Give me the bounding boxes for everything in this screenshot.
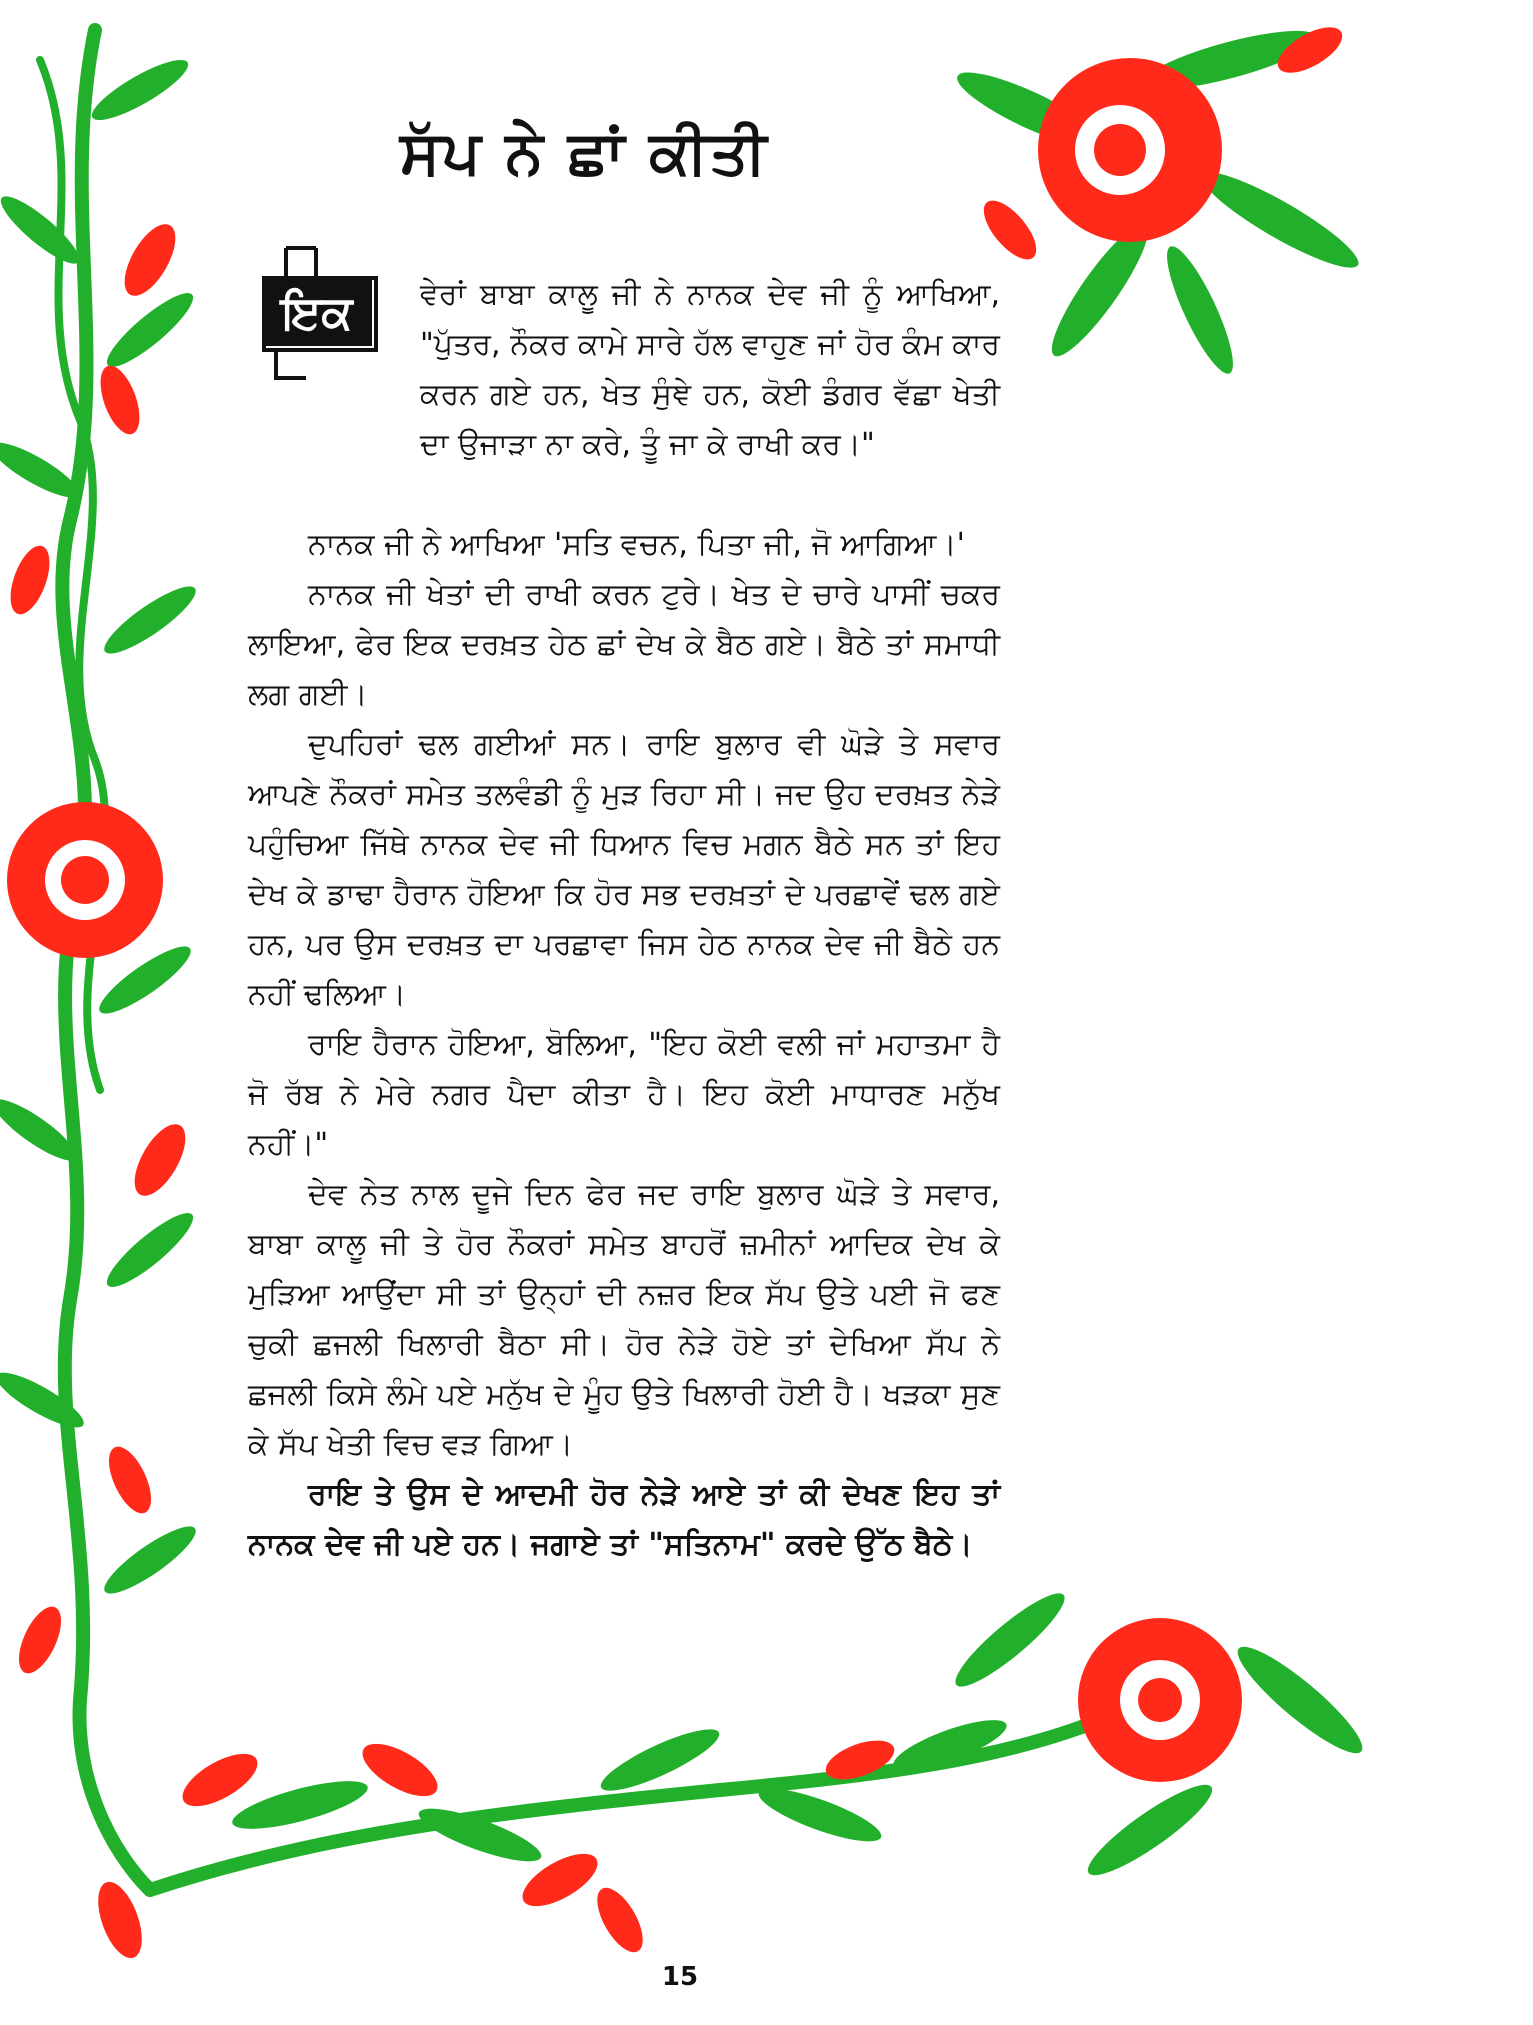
body-text	[248, 520, 1000, 1570]
intro-paragraph: ਵੇਰਾਂ ਬਾਬਾ ਕਾਲੂ ਜੀ ਨੇ ਨਾਨਕ ਦੇਵ ਜੀ ਨੂੰ ਆਖਿਆ, "ਪੁੱਤਰ, ਨੌਕਰ ਕਾਮੇ ਸਾਰੇ ਹੱਲ ਵਾਹੁਣ ਜਾਂ ਹੋਰ ਕੰਮ ਕਾਰ ਕਰਨ ਗਏ ਹਨ, ਖੇਤ ਸੁੰਞੇ ਹਨ, ਕੋਈ ਡੰਗਰ ਵੱਛਾ ਖੇਤੀ ਦਾ ਉਜਾੜਾ ਨਾ ਕਰੇ, ਤੂੰ ਜਾ ਕੇ ਰਾਖੀ ਕਰ।"	[420, 277, 1000, 462]
dropcap-letter: ਇਕ	[262, 280, 372, 346]
paragraph-3: ਦੁਪਹਿਰਾਂ ਢਲ ਗਈਆਂ ਸਨ। ਰਾਇ ਬੁਲਾਰ ਵੀ ਘੋੜੇ ਤੇ ਸਵਾਰ ਆਪਣੇ ਨੌਕਰਾਂ ਸਮੇਤ ਤਲਵੰਡੀ ਨੂੰ ਮੁੜ ਰਿਹਾ ਸੀ। ਜਦ ਉਹ ਦਰਖ਼ਤ ਨੇੜੇ ਪਹੁੰਚਿਆ ਜਿੱਥੇ ਨਾਨਕ ਦੇਵ ਜੀ ਧਿਆਨ ਵਿਚ ਮਗਨ ਬੈਠੇ ਸਨ ਤਾਂ ਇਹ ਦੇਖ ਕੇ ਡਾਢਾ ਹੈਰਾਨ ਹੋਇਆ ਕਿ ਹੋਰ ਸਭ ਦਰਖ਼ਤਾਂ ਦੇ ਪਰਛਾਵੇਂ ਢਲ ਗਏ ਹਨ, ਪਰ ਉਸ ਦਰਖ਼ਤ ਦਾ ਪਰਛਾਵਾ ਜਿਸ ਹੇਠ ਨਾਨਕ ਦੇਵ ਜੀ ਬੈਠੇ ਹਨ ਨਹੀਂ ਢਲਿਆ।	[248, 727, 1000, 1012]
paragraph-4: ਰਾਇ ਹੈਰਾਨ ਹੋਇਆ, ਬੋਲਿਆ, "ਇਹ ਕੋਈ ਵਲੀ ਜਾਂ ਮਹਾਤਮਾ ਹੈ ਜੋ ਰੱਬ ਨੇ ਮੇਰੇ ਨਗਰ ਪੈਦਾ ਕੀਤਾ ਹੈ। ਇਹ ਕੋਈ ਮਾਧਾਰਣ ਮਨੁੱਖ ਨਹੀਂ।"	[248, 1027, 1000, 1162]
left-vine-stem	[62, 30, 150, 1890]
paragraph-5: ਦੇਵ ਨੇਤ ਨਾਲ ਦੂਜੇ ਦਿਨ ਫੇਰ ਜਦ ਰਾਇ ਬੁਲਾਰ ਘੋੜੇ ਤੇ ਸਵਾਰ, ਬਾਬਾ ਕਾਲੂ ਜੀ ਤੇ ਹੋਰ ਨੌਕਰਾਂ ਸਮੇਤ ਬਾਹਰੋਂ ਜ਼ਮੀਨਾਂ ਆਦਿਕ ਦੇਖ ਕੇ ਮੁੜਿਆ ਆਉਂਦਾ ਸੀ ਤਾਂ ਉਨ੍ਹਾਂ ਦੀ ਨਜ਼ਰ ਇਕ ਸੱਪ ਉਤੇ ਪਈ ਜੋ ਫਣ ਚੁਕੀ ਛਜਲੀ ਖਿਲਾਰੀ ਬੈਠਾ ਸੀ। ਹੋਰ ਨੇੜੇ ਹੋਏ ਤਾਂ ਦੇਖਿਆ ਸੱਪ ਨੇ ਛਜਲੀ ਕਿਸੇ ਲੰਮੇ ਪਏ ਮਨੁੱਖ ਦੇ ਮੂੰਹ ਉਤੇ ਖਿਲਾਰੀ ਹੋਈ ਹੈ। ਖੜਕਾ ਸੁਣ ਕੇ ਸੱਪ ਖੇਤੀ ਵਿਚ ਵੜ ਗਿਆ।	[248, 1177, 1000, 1462]
bottom-right-flower	[1078, 1618, 1242, 1782]
paragraph-1: ਨਾਨਕ ਜੀ ਨੇ ਆਖਿਆ 'ਸਤਿ ਵਚਨ, ਪਿਤਾ ਜੀ, ਜੋ ਆਗਿਆ।'	[308, 527, 965, 562]
left-flower	[7, 802, 163, 958]
paragraph-2: ਨਾਨਕ ਜੀ ਖੇਤਾਂ ਦੀ ਰਾਖੀ ਕਰਨ ਟੁਰੇ। ਖੇਤ ਦੇ ਚਾਰੇ ਪਾਸੀਂ ਚਕਰ ਲਾਇਆ, ਫੇਰ ਇਕ ਦਰਖ਼ਤ ਹੇਠ ਛਾਂ ਦੇਖ ਕੇ ਬੈਠ ਗਏ। ਬੈਠੇ ਤਾਂ ਸਮਾਧੀ ਲਗ ਗਈ।	[248, 577, 1000, 712]
closing-paragraph: ਰਾਇ ਤੇ ਉਸ ਦੇ ਆਦਮੀ ਹੋਰ ਨੇੜੇ ਆਏ ਤਾਂ ਕੀ ਦੇਖਣ ਇਹ ਤਾਂ ਨਾਨਕ ਦੇਵ ਜੀ ਪਏ ਹਨ। ਜਗਾਏ ਤਾਂ "ਸਤਿਨਾਮ" ਕਰਦੇ ਉੱਠ ਬੈਠੇ।	[248, 1477, 1000, 1562]
intro-text	[420, 270, 1000, 470]
page-number: 15	[661, 1962, 699, 1992]
top-right-flower	[1038, 58, 1222, 242]
page-title: ਸੱਪ ਨੇ ਛਾਂ ਕੀਤੀ	[400, 118, 769, 188]
